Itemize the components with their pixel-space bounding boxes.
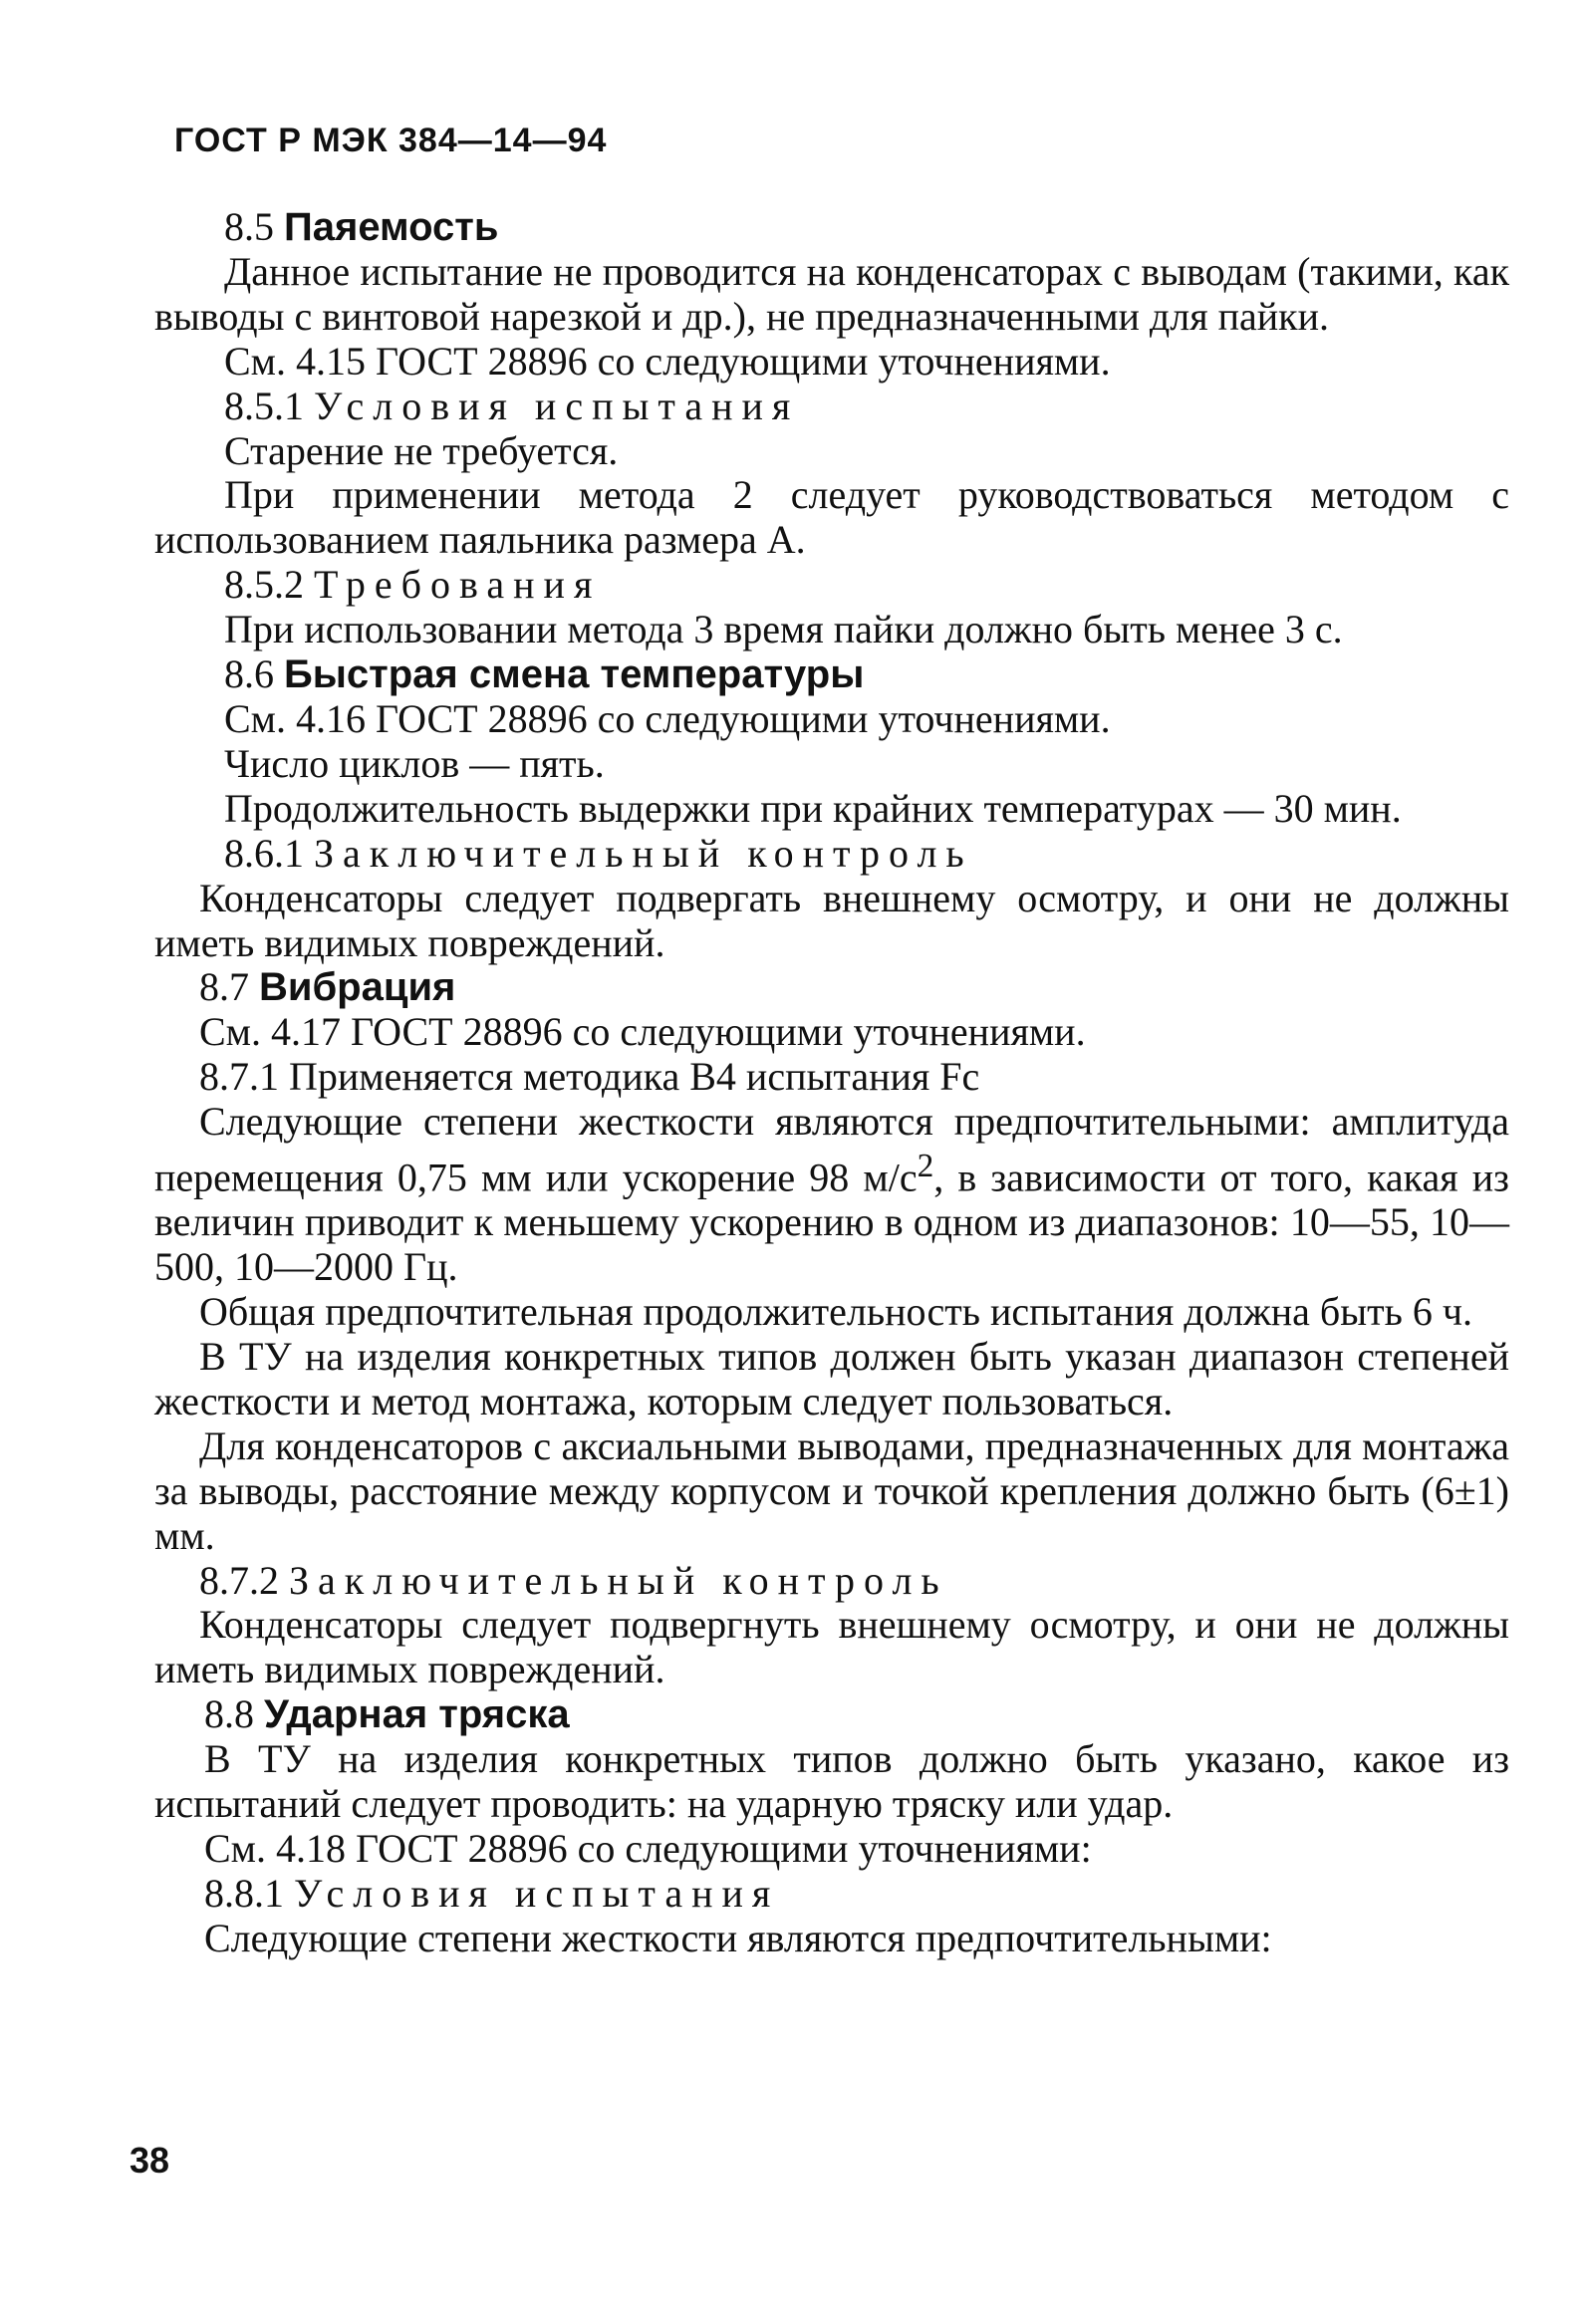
paragraph: См. 4.18 ГОСТ 28896 со следующими уточнениями: — [204, 1825, 1092, 1871]
subsection-8-7-2-heading — [154, 1559, 1509, 1604]
superscript: 2 — [917, 1148, 934, 1185]
section-number: 8.5 — [224, 204, 284, 249]
section-title: Вибрация — [259, 965, 456, 1010]
section-title: Условия испытания — [314, 383, 800, 428]
text-fragment: , в зависимости от того, какая из величин приводит к меньшему ускорению в одном из диапазонов: 10—55, 10—500, 10—2000 Гц. — [154, 1155, 1509, 1290]
section-number: 8.7 — [199, 964, 259, 1010]
paragraph: При использовании метода 3 время пайки должно быть менее 3 с. — [224, 607, 1343, 652]
subsection-8-6-1-heading — [154, 832, 1509, 877]
section-title: Заключительный контроль — [314, 830, 973, 876]
paragraph: Старение не требуется. — [224, 427, 619, 473]
paragraph: Общая предпочтительная продолжительность испытания должна быть 6 ч. — [199, 1289, 1472, 1335]
section-title: Требования — [314, 562, 602, 608]
paragraph: В ТУ на изделия конкретных типов должен быть указан диапазон степеней жесткости и метод монтажа, которым следует пользоваться. — [154, 1333, 1509, 1423]
paragraph: Конденсаторы следует подвергать внешнему осмотру, и они не должны иметь видимых повреждений. — [154, 875, 1509, 965]
paragraph: См. 4.16 ГОСТ 28896 со следующими уточнениями. — [224, 695, 1111, 741]
paragraph: Для конденсаторов с аксиальными выводами, предназначенных для монтажа за выводы, расстояние между корпусом и точкой крепления должно быть (6±1) мм. — [154, 1422, 1509, 1558]
paragraph: Данное испытание не проводится на конденсаторах с выводам (такими, как выводы с винтовой нарезкой и др.), не предназначенными для пайки. — [154, 248, 1509, 339]
section-number: 8.8.1 — [204, 1870, 294, 1916]
page-content — [154, 205, 1509, 1961]
section-title: Условия испытания — [294, 1870, 780, 1916]
paragraph: См. 4.15 ГОСТ 28896 со следующими уточнениями. — [224, 338, 1111, 384]
section-8-7-heading — [154, 965, 1509, 1010]
section-number: 8.5.1 — [224, 383, 314, 428]
section-number: 8.8 — [204, 1691, 264, 1737]
paragraph: Число циклов — пять. — [224, 740, 605, 786]
section-title: Паяемость — [284, 205, 499, 249]
subsection-8-5-1-heading — [154, 385, 1509, 429]
paragraph: В ТУ на изделия конкретных типов должно быть указано, какое из испытаний следует проводить: на ударную тряску или удар. — [154, 1736, 1509, 1827]
section-8-5-heading — [154, 205, 1509, 250]
paragraph — [154, 1100, 1509, 1290]
document-header: ГОСТ Р МЭК 384—14—94 — [174, 122, 608, 159]
paragraph: Продолжительность выдержки при крайних температурах — 30 мин. — [224, 785, 1402, 831]
section-number: 8.6.1 — [224, 830, 314, 876]
subsection-8-5-2-heading — [154, 563, 1509, 608]
subsection-8-8-1-heading — [154, 1872, 1509, 1917]
page-number: 38 — [130, 2140, 170, 2181]
section-title: Ударная тряска — [264, 1692, 570, 1737]
section-title: Быстрая смена температуры — [284, 652, 865, 697]
paragraph: При применении метода 2 следует руководствоваться методом с использованием паяльника размера А. — [154, 472, 1509, 563]
text-fragment: Следующие степени жесткости являются предпочтительными: амплитуда перемещения 0,75 мм или ускорение 98 м/с — [154, 1099, 1509, 1200]
paragraph: См. 4.17 ГОСТ 28896 со следующими уточнениями. — [199, 1009, 1086, 1055]
section-number: 8.6 — [224, 651, 284, 697]
section-8-8-heading — [154, 1692, 1509, 1737]
paragraph: Следующие степени жесткости являются предпочтительными: — [204, 1915, 1272, 1960]
section-8-6-heading — [154, 652, 1509, 697]
section-number: 8.5.2 — [224, 562, 314, 608]
paragraph: Конденсаторы следует подвергнуть внешнему осмотру, и они не должны иметь видимых повреждений. — [154, 1602, 1509, 1692]
section-number: 8.7.2 — [199, 1557, 289, 1603]
section-title: Заключительный контроль — [289, 1557, 948, 1603]
paragraph: 8.7.1 Применяется методика В4 испытания Fc — [199, 1054, 980, 1100]
